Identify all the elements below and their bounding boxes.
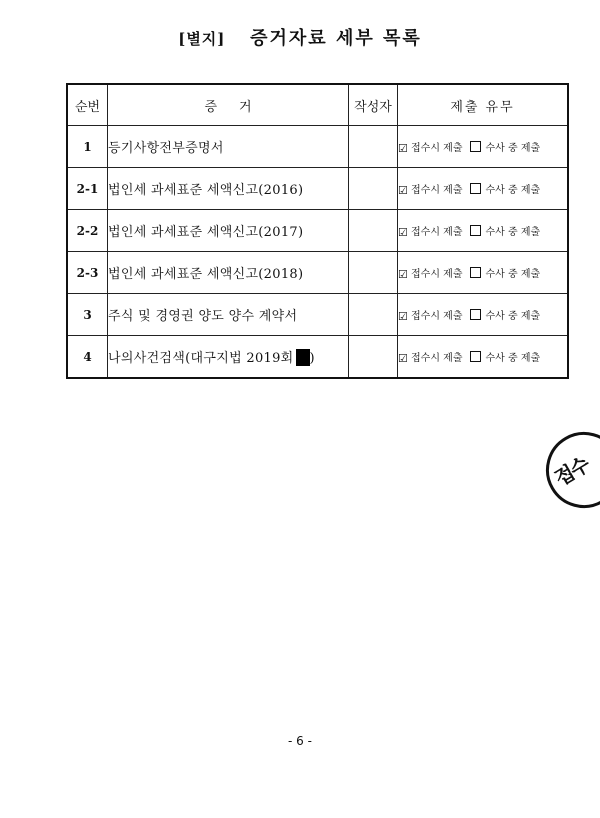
investigation-option [470, 311, 540, 322]
table-row [67, 210, 568, 252]
evidence-text: 주식 및 경영권 양도 양수 계약서 [108, 309, 298, 324]
reception-option-label: 접수시 제출 [411, 185, 463, 196]
investigation-option [470, 353, 540, 364]
table-header-row [67, 84, 568, 126]
table-row [67, 294, 568, 336]
page-number: - 6 - [288, 734, 312, 748]
reception-option [398, 143, 462, 154]
row-evidence [108, 252, 349, 294]
investigation-option [470, 269, 540, 280]
investigation-option-label: 수사 중 제출 [485, 185, 541, 196]
col-header-no: 순번 [67, 84, 108, 126]
page-title: 증거자료 세부 목록 [250, 28, 422, 49]
investigation-option [470, 227, 540, 238]
investigation-option [470, 143, 540, 154]
row-submission [398, 252, 569, 294]
evidence-suffix: ) [309, 351, 315, 366]
empty-box-icon [470, 309, 481, 320]
evidence-text: 법인세 과세표준 세액신고(2016) [108, 183, 304, 198]
table-row [67, 168, 568, 210]
row-author [349, 252, 398, 294]
checked-box-icon: ☑ [398, 142, 408, 155]
row-submission [398, 210, 569, 252]
row-submission [398, 126, 569, 168]
row-submission [398, 336, 569, 379]
reception-option [398, 185, 462, 196]
row-evidence [108, 210, 349, 252]
row-author [349, 294, 398, 336]
row-evidence [108, 336, 349, 379]
checked-box-icon: ☑ [398, 310, 408, 323]
stamp-text: 접수 [550, 452, 593, 491]
reception-option [398, 227, 462, 238]
reception-option-label: 접수시 제출 [411, 353, 463, 364]
investigation-option-label: 수사 중 제출 [485, 353, 541, 364]
table-row [67, 336, 568, 379]
empty-box-icon [470, 141, 481, 152]
empty-box-icon [470, 183, 481, 194]
row-evidence [108, 294, 349, 336]
empty-box-icon [470, 267, 481, 278]
row-author [349, 336, 398, 379]
row-author [349, 168, 398, 210]
evidence-table [66, 83, 569, 379]
reception-option-label: 접수시 제출 [411, 143, 463, 154]
row-number: 3 [67, 294, 108, 336]
checked-box-icon: ☑ [398, 226, 408, 239]
table-row [67, 126, 568, 168]
checked-box-icon: ☑ [398, 184, 408, 197]
reception-option [398, 311, 462, 322]
investigation-option-label: 수사 중 제출 [485, 269, 541, 280]
row-number: 2-3 [67, 252, 108, 294]
investigation-option-label: 수사 중 제출 [485, 311, 541, 322]
empty-box-icon [470, 225, 481, 236]
row-number: 2-1 [67, 168, 108, 210]
row-evidence [108, 168, 349, 210]
col-header-submission: 제출 유무 [398, 84, 569, 126]
redaction-block [296, 349, 310, 366]
investigation-option-label: 수사 중 제출 [485, 143, 541, 154]
reception-stamp [532, 418, 600, 522]
reception-option-label: 접수시 제출 [411, 227, 463, 238]
page-header [0, 24, 600, 50]
reception-option [398, 353, 462, 364]
investigation-option-label: 수사 중 제출 [485, 227, 541, 238]
row-submission [398, 168, 569, 210]
table-row [67, 252, 568, 294]
evidence-text: 나의사건검색(대구지법 2019회 [108, 351, 294, 366]
investigation-option [470, 185, 540, 196]
row-submission [398, 294, 569, 336]
row-author [349, 126, 398, 168]
empty-box-icon [470, 351, 481, 362]
checked-box-icon: ☑ [398, 268, 408, 281]
row-number: 2-2 [67, 210, 108, 252]
col-header-author: 작성자 [349, 84, 398, 126]
checked-box-icon: ☑ [398, 352, 408, 365]
reception-option [398, 269, 462, 280]
row-number: 1 [67, 126, 108, 168]
reception-option-label: 접수시 제출 [411, 269, 463, 280]
evidence-text: 등기사항전부증명서 [108, 141, 224, 156]
row-author [349, 210, 398, 252]
row-evidence [108, 126, 349, 168]
col-header-evidence: 증거 [108, 84, 349, 126]
reception-option-label: 접수시 제출 [411, 311, 463, 322]
annex-tag: [별지] [178, 30, 226, 48]
evidence-text: 법인세 과세표준 세액신고(2018) [108, 267, 304, 282]
evidence-text: 법인세 과세표준 세액신고(2017) [108, 225, 304, 240]
row-number: 4 [67, 336, 108, 379]
